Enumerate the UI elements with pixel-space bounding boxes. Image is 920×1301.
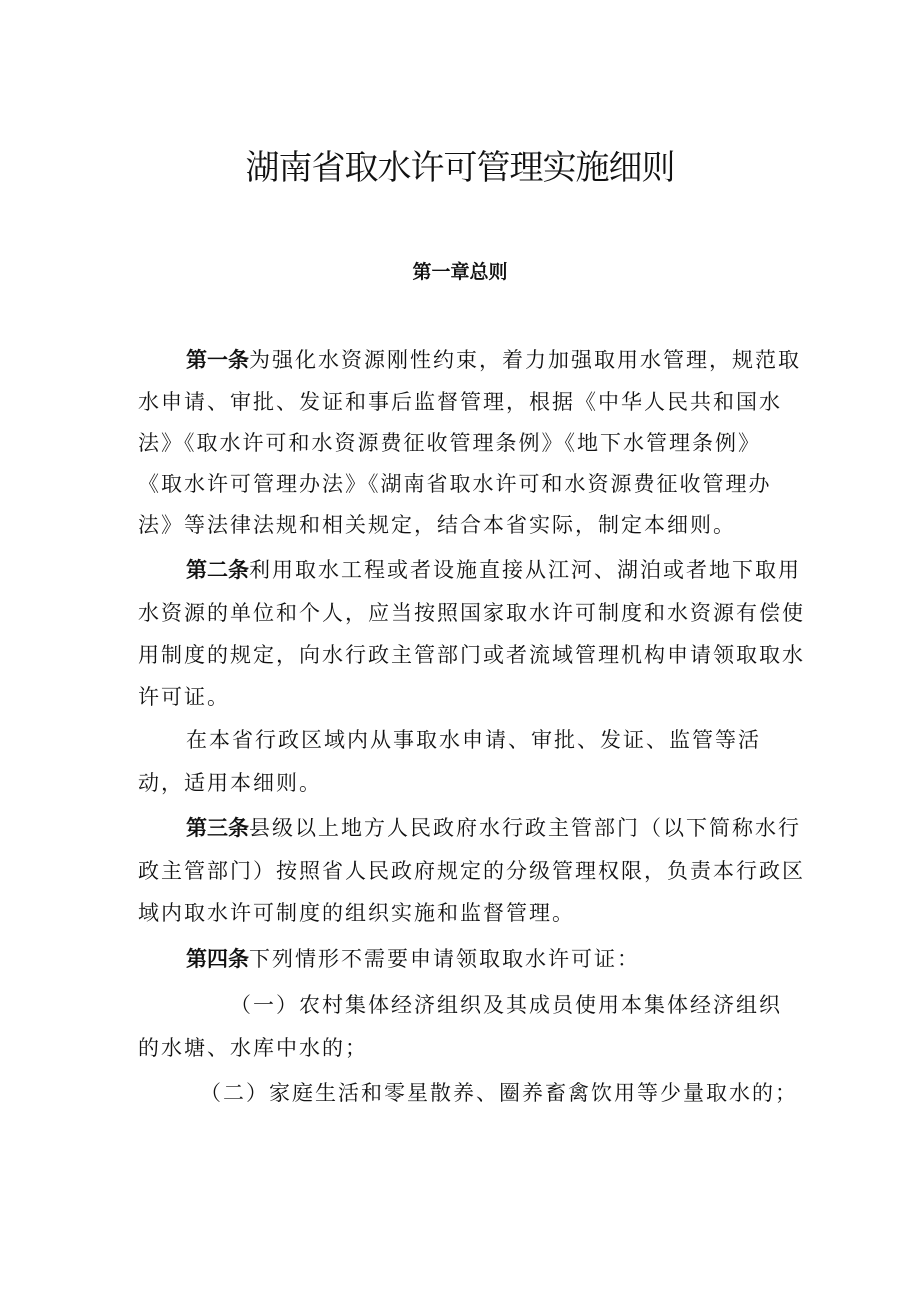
article-2-line-1 [186, 555, 801, 585]
article-3-label: 第三条 [186, 816, 249, 840]
article-2-label: 第二条 [186, 558, 249, 582]
article-2-para2-line-1: 在本省行政区域内从事取水申请、审批、发证、监管等活 [186, 728, 761, 752]
article-4-item-1-line-2: 的水塘、水库中水的； [138, 1036, 368, 1060]
article-2-para2-line-2: 动，适用本细则。 [138, 771, 322, 795]
article-3-line-2: 政主管部门）按照省人民政府规定的分级管理权限，负责本行政区 [138, 859, 805, 883]
article-2-line-2: 水资源的单位和个人，应当按照国家取水许可制度和水资源有偿使 [138, 601, 805, 625]
article-3-text: 县级以上地方人民政府水行政主管部门（以下简称水行 [249, 816, 801, 840]
article-4-line-1 [186, 944, 640, 974]
article-1-line-4: 《取水许可管理办法》《湖南省取水许可和水资源费征收管理办 [138, 472, 772, 496]
article-1-line-2: 水申请、审批、发证和事后监督管理，根据《中华人民共和国水 [138, 390, 782, 414]
article-1-line-3: 法》《取水许可和水资源费征收管理条例》《地下水管理条例》 [138, 431, 761, 455]
article-3-line-1 [186, 813, 801, 843]
chapter-heading: 第一章总则 [412, 261, 508, 283]
article-4-label: 第四条 [186, 947, 249, 971]
article-3-line-3: 域内取水许可制度的组织实施和监督管理。 [138, 901, 575, 925]
article-4-item-1-line-1: （一）农村集体经济组织及其成员使用本集体经济组织 [230, 993, 782, 1017]
article-1-line-1 [186, 345, 801, 375]
article-1-line-5: 法》等法律法规和相关规定，结合本省实际，制定本细则。 [138, 513, 736, 537]
article-1-text: 为强化水资源刚性约束，着力加强取用水管理，规范取 [249, 348, 801, 372]
article-4-item-2-line-1: （二）家庭生活和零星散养、圈养畜禽饮用等少量取水的； [200, 1081, 798, 1105]
article-1-label: 第一条 [186, 348, 249, 372]
article-2-text: 利用取水工程或者设施直接从江河、湖泊或者地下取用 [249, 558, 801, 582]
article-2-line-4: 许可证。 [138, 685, 230, 709]
article-2-line-3: 用制度的规定，向水行政主管部门或者流域管理机构申请领取取水 [138, 643, 805, 667]
document-title: 湖南省取水许可管理实施细则 [245, 148, 675, 188]
article-4-text: 下列情形不需要申请领取取水许可证： [249, 947, 640, 971]
